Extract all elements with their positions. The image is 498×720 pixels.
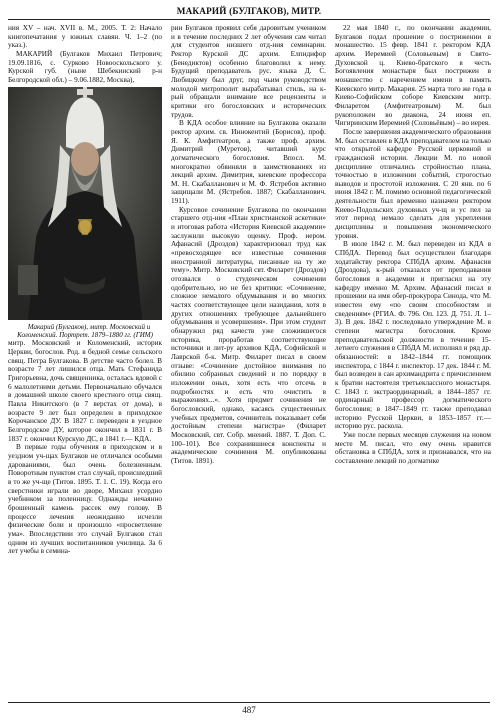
body-paragraph: В июле 1842 г. М. был переведен из КДА в СПбДА. Перевод был осуществлен благодаря ходатайству ректора СПбДА архим. Афанасия (Дроздова), к-рый отказался от преподавания богословия в академии и пригласил на эту кафедру именно М. Архим. Афанасий писал в прошении на имя обер-прокурора Синода, что М. известен ему «по своим способностям и сведениям» (РГИА. Ф. 796. Оп. 123. Д. 751. Л. 1–3). В дек. 1842 г. последовало утверждение М. в степени магистра богословия. Кроме преподавательской должности в течение 15-летнего служения в СПбДА М. исполнял и ряд др. обязанностей: в 1842–1844 гг. помощник инспектора, с 1844 г. инспектор. 17 дек. 1844 г. М. был возведен в сан архимандрита с причислением к братии настоятеля третьеклассного монастыря. С 1843 г. экстраординарный, в 1844–1857 гг. ординарный профессор догматического богословия; в 1847–1849 гг. также преподавал историю Русской Церкви, в 1853–1857 гг.— историю рус. раскола. xyxy=(335,240,491,431)
body-paragraph: В первые годы обучения в приходском и в уездном уч-щах Булгаков не отличался особыми дарованиями, был очень болезненным. Поворотным пунктом стал случай, происшедший в то же уч-ще (Титов. 1895. Т. 1. С. 19). Когда его сверстники играли во дворе, Михаил усердно учебником за поленницу. Однажды нечаянно брошенный камень рассек ему голову. В процессе лечения неожиданно исчезли физические боли и произошло «просветление ума». Впоследствии это случай Булгаков стал одним из лучших воспитанников училища. За 6 лет учебы в семина- xyxy=(8,443,162,556)
running-header: МАКАРИЙ (БУЛГАКОВ), МИТР. xyxy=(176,6,322,16)
body-paragraph: рии Булгаков проявил себя даровитым учеником и в течение последних 2 лет обучения сам читал для студентов низшего отд-ния семинарии. Ректор Курской ДС архим. Елпидифор (Бенедиктов) особенно благоволил к нему. Будущий преподаватель рус. языка Д. С. Любицкому был друг, под чьим руководством молодой митрополит вырабатывал стиль, на к-рый обращали внимание все рецензенты и критики его богословских и исторических трудов. xyxy=(171,24,326,119)
body-paragraph: В КДА особое влияние на Булгакова оказали ректор архим. св. Иннокентий (Борисов), проф. Я. К. Амфитеатров, а также проф. архим. Димитрий (Муретов), читавший курс догматического богословия. Впосл. М. многократно обвиняли в заимствованиях из лекций архим. Димитрия, киевские профессора М. Н. Скабалланович и М. Ф. Ястребов активно защищали М. (Ястребов. 1887; Скабалланович. 1911). xyxy=(171,119,326,206)
body-paragraph: После завершения академического образования М. был оставлен в КДА преподавателем на только что открытой кафедре Русской церковной и гражданской истории. Лекции М. по новой дисциплине отличались стройностью плана, точностью в изложении событий, строгостью выводов и простотой изложения. С 20 янв. по 6 июня 1842 г. М. помимо основной педагогической деятельности был временно назначен ректором Киево-Подольских духовных уч-щ и ус пел за этот период немало сделать для укрепления дисциплины и повышения экономического уровня. xyxy=(335,127,491,240)
entry-heading-paragraph: МАКАРИЙ (Булгаков Михаил Петрович; 19.09.1816, с. Сурково Новооскольского у. Курской губ. (ныне Шебекинский р-н Белгородской обл.) – 9.06.1882, Москва), xyxy=(8,49,162,84)
column-3 xyxy=(335,24,491,465)
body-paragraph: митр. Московский и Коломенский, историк Церкви, богослов. Род. в бедной семье сельского свящ. Петра Булгакова. В детстве часто болел. В возрасте 7 лет лишился отца. Мать Стефанида Григорьевна, дочь священника, осталась вдовой с 6 малолетними детьми. Первоначально обучался в домашней школе своего крестного отца свящ. Павла Никитского (в 7 верстах от дома), в возрасте 9 лет был определен в приходское Корочанское ДУ. В 1827 г. переведен в уездное Белгородское ДУ, которое окончил в 1831 г. В 1837 г. окончил Курскую ДС, в 1841 г.— КДА. xyxy=(8,339,162,443)
footer-rule xyxy=(8,702,490,703)
body-paragraph: Курсовое сочинение Булгакова по окончании старшего отд-ния «План христианской аскетики» и итоговая работа «История Киевской академии» заслужили высокую оценку. Проф. иером. Афанасий (Дроздов) характеризовал труд как «превосходящее все известные сочинения иностранной литературы, писанные на ту же тему». Митр. Московский свт. Филарет (Дроздов) отозвался о студенческом сочинении одобрительно, но не без критики: «Сочинение, сложное немалого обдумывания и во многих частях соответствующее цели назидания, хотя в других отношениях требующее дальнейшего обдумывания и усовершения». При этом студент обнаружил ряд качеств уже сложившегося историка, проработав соответствующие источники и лит-ру архивов КДА, Софийской и Лаврской б-к. Митр. Филарет писал в своем отзыве: «Сочинение достойное внимания по обилию собранных сведений и по порядку в изложении оных, хотя есть что отсечь в подробностях и есть что очистить в выражениях...». Хотя предмет сочинения не богословский, однако, касаясь существенных учебных предметов, сочинитель показывает себя достойным степени магистра» (Филарет Московский, свт. Собр. мнений. 1887. Т. Доп. С. 100–101). Все сохранившиеся конспекты и академические сочинения М. опубликованы (Титов. 1891). xyxy=(171,205,326,465)
portrait-caption: Макарий (Булгаков), митр. Московский и Коломенский. Портрет. 1879–1880 гг. (ГИМ) xyxy=(17,322,153,339)
portrait-image xyxy=(8,87,162,320)
continuation-text: ния XV – нач. XVII в. М., 2005. Т. 2: Начало книгопечатания у южных славян. Ч. 1–2 (по указ.). xyxy=(8,24,162,50)
page-number: 487 xyxy=(242,705,256,715)
header-rule xyxy=(8,19,490,20)
body-paragraph: Уже после первых месяцев служения на новом месте М. писал, что ему очень нравится обстановка в СПбДА, хотя и признавался, что на составление лекций по догматике xyxy=(335,430,491,465)
portrait-painting xyxy=(8,87,162,320)
column-2 xyxy=(171,24,326,465)
column-1 xyxy=(8,24,162,556)
body-paragraph: 22 мая 1840 г., по окончании академии, Булгаков подал прошение о пострижении в монашество. 15 февр. 1841 г. ректором КДА архим. Иеремией (Соловьевым) в Свято-Духовской ц. Киево-братского в честь Богоявления монастыря был пострижен в монашество с наречением имени в память Киевского митр. Макария. 25 марта того же года в Киево-Софийском соборе Киевским митр. Филаретом (Амфитеатровым) М. был рукоположен во диакона, 24 июня еп. Чигиринским Иеремией (Соловьёвым) – во иерея. xyxy=(335,24,491,128)
